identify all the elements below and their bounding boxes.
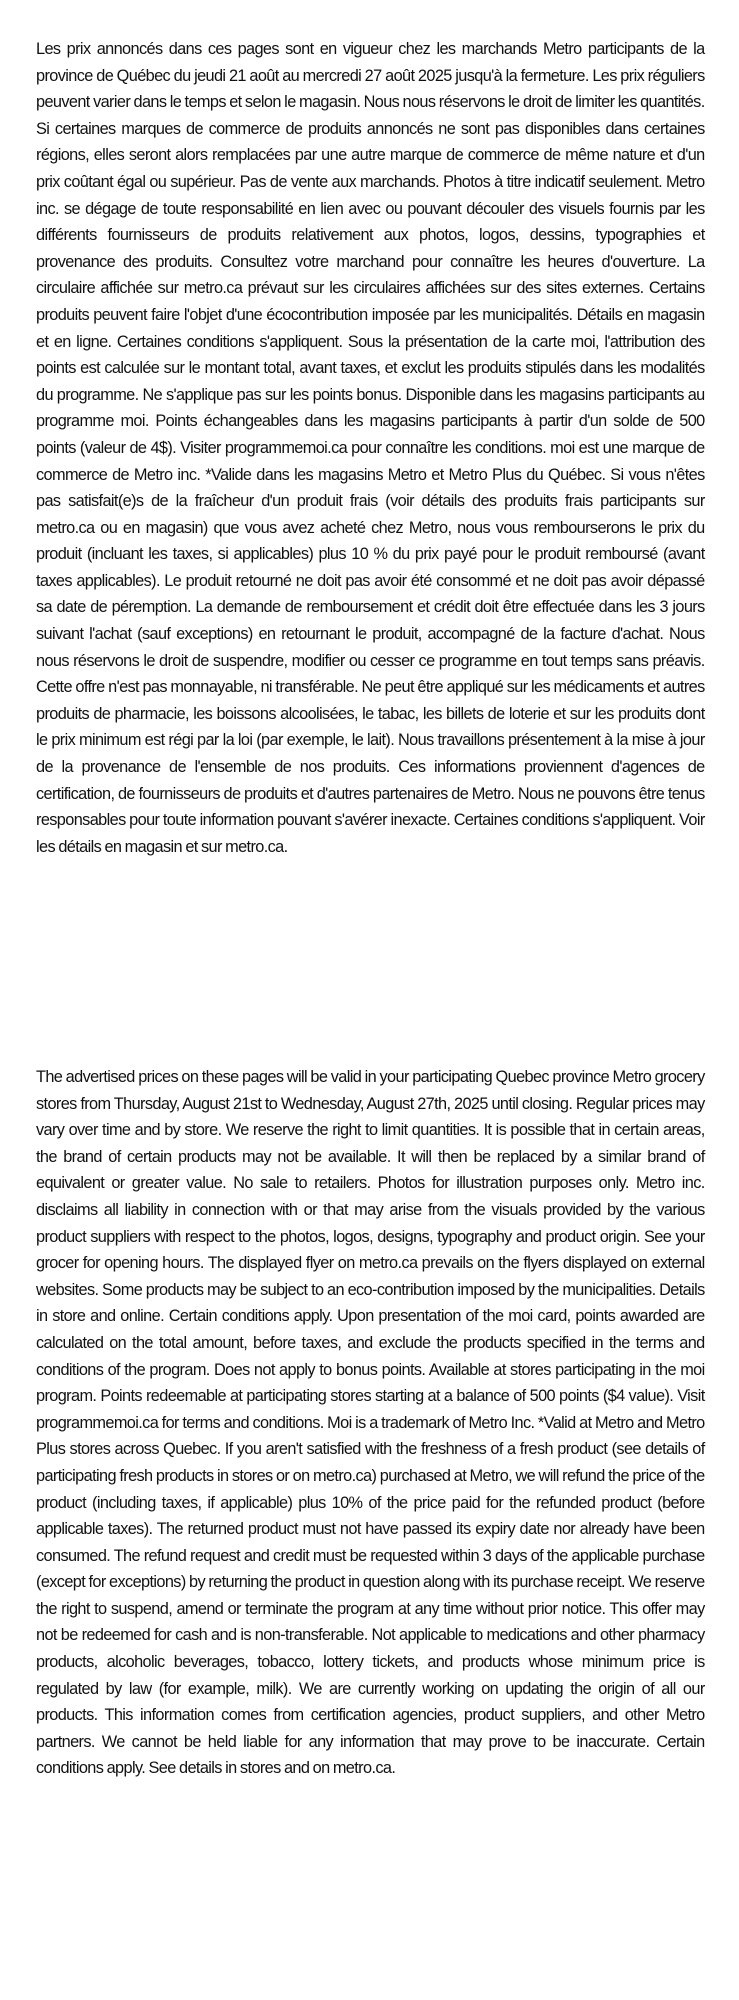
legal-text-english: The advertised prices on these pages will be valid in your participating Quebec province Metro grocery stores from Thursday, August 21st to Wednesday, August 27th, 2025 until closing. Regular prices may vary over time and by store. We reserve the right to limit quantities. It is possible that in certain areas, the brand of certain products may not be available. It will then be replaced by a similar brand of equivalent or greater value. No sale to retailers. Photos for illustration purposes only. Metro inc. disclaims all liability in connection with or that may arise from the visuals provided by the various product suppliers with respect to the photos, logos, designs, typography and product origin. See your grocer for opening hours. The displayed flyer on metro.ca prevails on the flyers displayed on external websites. Some products may be subject to an eco-contribution imposed by the municipalities. Details in store and online. Certain conditions apply. Upon presentation of the moi card, points awarded are calculated on the total amount, before taxes, and exclude the products specified in the terms and conditions of the program. Does not apply to bonus points. Available at stores participating in the moi program. Points redeemable at participating stores starting at a balance of 500 points ($4 value). Visit programmemoi.ca for terms and conditions. Moi is a trademark of Metro Inc. *Valid at Metro and Metro Plus stores across Quebec. If you aren't satisfied with the freshness of a fresh product (see details of participating fresh products in stores or on metro.ca) purchased at Metro, we will refund the price of the product (including taxes, if applicable) plus 10% of the price paid for the refunded product (before applicable taxes). The returned product must not have passed its expiry date nor already have been consumed. The refund request and credit must be requested within 3 days of the applicable purchase (except for exceptions) by returning the product in question along with its purchase receipt. We reserve the right to suspend, amend or terminate the program at any time without prior notice. This offer may not be redeemed for cash and is non-transferable. Not applicable to medications and other pharmacy products, alcoholic beverages, tobacco, lottery tickets, and products whose minimum price is regulated by law (for example, milk). We are currently working on updating the origin of all our products. This information comes from certification agencies, product suppliers, and other Metro partners. We cannot be held liable for any information that may prove to be inaccurate. Certain conditions apply. See details in stores and on metro.ca.	[36, 1068, 705, 1778]
legal-text-french: Les prix annoncés dans ces pages sont en vigueur chez les marchands Metro participants de la province de Québec du jeudi 21 août au mercredi 27 août 2025 jusqu'à la fermeture. Les prix réguliers peuvent varier dans le temps et selon le magasin. Nous nous réservons le droit de limiter les quantités. Si certaines marques de commerce de produits annoncés ne sont pas disponibles dans certaines régions, elles seront alors remplacées par une autre marque de commerce de même nature et d'un prix coûtant égal ou supérieur. Pas de vente aux marchands. Photos à titre indicatif seulement. Metro inc. se dégage de toute responsabilité en lien avec ou pouvant découler des visuels fournis par les différents fournisseurs de produits relativement aux photos, logos, dessins, typographies et provenance des produits. Consultez votre marchand pour connaître les heures d'ouverture. La circulaire affichée sur metro.ca prévaut sur les circulaires affichées sur des sites externes. Certains produits peuvent faire l'objet d'une écocontribution imposée par les municipalités. Détails en magasin et en ligne. Certaines conditions s'appliquent. Sous la présentation de la carte moi, l'attribution des points est calculée sur le montant total, avant taxes, et exclut les produits stipulés dans les modalités du programme. Ne s'applique pas sur les points bonus. Disponible dans les magasins participants au programme moi. Points échangeables dans les magasins participants à partir d'un solde de 500 points (valeur de 4$). Visiter programmemoi.ca pour connaître les conditions. moi est une marque de commerce de Metro inc. *Valide dans les magasins Metro et Metro Plus du Québec. Si vous n'êtes pas satisfait(e)s de la fraîcheur d'un produit frais (voir détails des produits frais participants sur metro.ca ou en magasin) que vous avez acheté chez Metro, nous vous rembourserons le prix du produit (incluant les taxes, si applicables) plus 10 % du prix payé pour le produit remboursé (avant taxes applicables). Le produit retourné ne doit pas avoir été consommé et ne doit pas avoir dépassé sa date de péremption. La demande de remboursement et crédit doit être effectuée dans les 3 jours suivant l'achat (sauf exceptions) en retournant le produit, accompagné de la facture d'achat. Nous nous réservons le droit de suspendre, modifier ou cesser ce programme en tout temps sans préavis. Cette offre n'est pas monnayable, ni transférable. Ne peut être appliqué sur les médicaments et autres produits de pharmacie, les boissons alcoolisées, le tabac, les billets de loterie et sur les produits dont le prix minimum est régi par la loi (par exemple, le lait). Nous travaillons présentement à la mise à jour de la provenance de l'ensemble de nos produits. Ces informations proviennent d'agences de certification, de fournisseurs de produits et d'autres partenaires de Metro. Nous ne pouvons être tenus responsables pour toute information pouvant s'avérer inexacte. Certaines conditions s'appliquent. Voir les détails en magasin et sur metro.ca.	[36, 40, 705, 856]
legal-disclaimer	[36, 36, 708, 1778]
